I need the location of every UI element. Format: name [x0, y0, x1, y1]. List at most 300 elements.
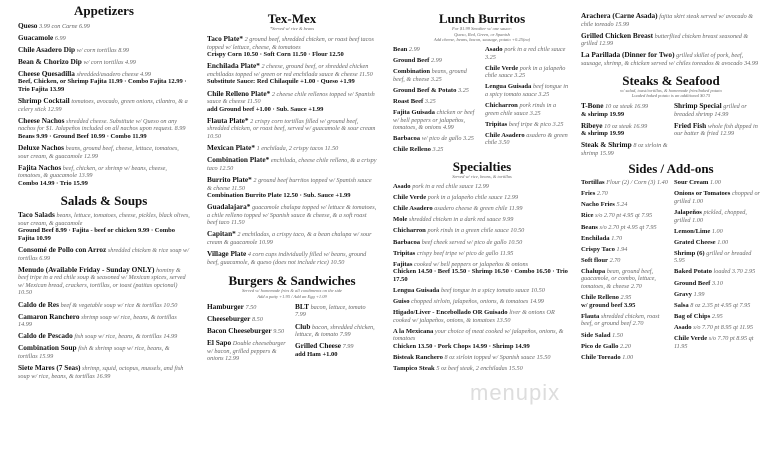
menu-item-price: 2.70 [596, 190, 608, 198]
menu-item-name: Bean [393, 46, 408, 53]
menu-item-price: 11.99 [508, 205, 523, 213]
menu-item [674, 122, 761, 138]
menu-item-name: Roast Beef [393, 97, 424, 105]
menu-item-name: Gravy [674, 290, 692, 298]
menu-item-price: 1.40 [656, 179, 668, 187]
menu-item [18, 34, 190, 43]
menu-item [581, 332, 668, 340]
menu-item-name: Combination Soup [18, 343, 77, 353]
menu-item-name: Shrimp (6) [674, 249, 705, 257]
menu-item-options: Beans 9.99 · Ground Beef 10.99 · Combo 11.99 [18, 133, 147, 141]
menu-item-options: Combo 14.99 · Trio 15.99 [18, 180, 88, 187]
menu-item [207, 117, 377, 141]
menu-item-name: Grilled Chicken Breast [581, 30, 654, 40]
menu-item-price: 15.99 [599, 150, 614, 158]
menu-item-desc: w/ pico de gallo [421, 135, 462, 143]
menu-item [485, 65, 571, 80]
menu-item-options: Ground Beef 8.99 · Fajita - beef or chicken 9.99 · Combo Fajita 10.99 [18, 227, 176, 242]
menu-item-desc: 2 enchiladas, a crispy taco, & a bean chalupa w/ sour cream & guacamole [207, 231, 372, 247]
menu-item [581, 294, 668, 309]
menu-item-price: 9.50 [273, 328, 285, 336]
menu-item-options: & shrimp 19.99 [581, 110, 625, 118]
menu-item-desc: shredded cheese. Substitute w/ Queso on any nachos for $1. Jalapeños included on all nachos upon request. [18, 117, 177, 133]
lunch-burritos-left-list [393, 43, 479, 155]
menu-item-name: Asado [674, 323, 692, 331]
menu-item-options: w/ ground beef 3.95 [581, 301, 636, 309]
menu-item-price: 1.00 [622, 353, 634, 361]
column-2 [207, 0, 377, 471]
menu-item-desc: 2 ground beef, shredded chicken, or roast beef tacos topped w/ lettuce, cheese, & tomatoes [207, 36, 374, 51]
menu-item-name: Bean & Chorizo Dip [18, 56, 82, 66]
menu-item-name: Chalupa [581, 267, 606, 275]
menu-item-name: Pico de Gallo [581, 342, 619, 350]
menu-item-name: Bisteak Ranchero [393, 354, 443, 362]
menu-item [581, 235, 668, 243]
menu-item [393, 309, 571, 324]
menu-item [581, 343, 668, 351]
menu-item-desc: shredded chicken in a dark red sauce [408, 216, 501, 224]
menu-item-name: Barbacoa [393, 135, 421, 143]
menu-item-desc: pork rinds in a green chile sauce [485, 102, 557, 117]
menu-item-desc: beef & vegetable soup w/ rice & tortillas [60, 301, 162, 309]
menu-item [393, 183, 571, 191]
menu-item [674, 239, 761, 247]
menu-item-desc: beef tongue in a spicy tomato sauce [440, 286, 530, 294]
menu-item-price: 2.95 [620, 294, 632, 302]
menu-item [581, 102, 668, 118]
menu-item-desc: s/o 2.70 pt 4.95 qt 7.95 [599, 223, 657, 231]
menu-item [207, 203, 377, 227]
menu-item [393, 298, 571, 306]
menu-item-price: 14.99 [18, 321, 32, 329]
menu-item-desc: fajita skirt steak served w/ avocado & chile toreado [581, 13, 754, 28]
menu-item-desc: beef cheek served w/ pico de gallo [421, 238, 507, 246]
menu-item-price: 3.25 [552, 120, 564, 128]
house-specials-list [581, 12, 761, 68]
menu-item-price: 10.50 [508, 238, 523, 246]
menu-item-name: Onions or Tomatoes [674, 190, 731, 198]
menu-item-price: 8.99 [118, 46, 130, 54]
menu-item [393, 87, 479, 95]
menu-item [393, 46, 479, 54]
menu-item [581, 246, 668, 254]
menu-item-name: Chile Asadero [393, 205, 433, 213]
texmex-subtitle: *Served w/ rice & beans [269, 26, 315, 31]
menu-item-desc: 8 oz sirloin & shrimp [581, 142, 668, 158]
menu-item-desc: cooked w/ bell peppers or jalapeños & onions [414, 260, 528, 268]
menu-item-desc: w/ corn tortillas [76, 46, 117, 54]
menu-item-name: Beans [581, 223, 598, 231]
menu-item [207, 176, 377, 200]
menu-item [393, 98, 479, 106]
menu-item-desc: pork in a jalapeño chile sauce [485, 64, 566, 80]
menu-item-name: Menudo (Available Friday - Sunday ONLY) [18, 264, 155, 274]
menu-item [18, 164, 190, 188]
menu-item-name: Steak & Shrimp [581, 140, 632, 150]
menu-item-price: 13.99 [78, 172, 93, 180]
menu-item [18, 97, 190, 113]
menu-item [207, 230, 377, 246]
menu-item [18, 70, 190, 94]
menu-item-name: Higado/Liver - Encebollado OR Guisado [393, 309, 508, 317]
menu-item [393, 216, 571, 224]
menu-item [674, 313, 761, 321]
menu-item [485, 102, 571, 117]
menu-item-desc: tomatoes, avocado, green onions, cilantro, & a celery stick [18, 98, 188, 113]
menu-item-name: Fries [581, 190, 596, 198]
menu-item-desc: shrimp, squid, octopus, mussels, and fish soup w/ rice, beans, & tortillas [18, 365, 184, 380]
menu-item-price: 4.99 [442, 124, 454, 132]
menu-item-price: 3.25 [458, 86, 469, 94]
menu-item-desc: 4 corn cups individually filled w/ beans, ground beef, guacamole, & queso (does not include rice) [207, 251, 367, 266]
menu-item-desc: asadero cheese & green chile [434, 205, 508, 213]
menu-item-desc: w/ corn tortillas [83, 58, 124, 66]
menu-item-price: 1.00 [692, 216, 703, 224]
burgers-subtitle-2: Add a patty +1.95 / Add an Egg +1.09 [257, 293, 327, 299]
menu-item-desc: 2 cheese, ground beef, or shredded chicken enchiladas topped w/ green or red enchilada sauce & cheese [207, 63, 369, 78]
menu-item [207, 315, 289, 324]
menu-item-name: Soft flour [581, 256, 608, 264]
menu-item-price: 8.99 [174, 125, 186, 133]
menu-item-desc: 8 oz 2.35 pt 4.95 qt 7.95 [690, 301, 751, 309]
menu-item-price: 12.99 [720, 130, 735, 138]
menu-item-price: 2.70 [609, 256, 621, 264]
menu-item-name: Lemon/Lime [674, 227, 711, 235]
menu-item-price: 7.50 [245, 303, 257, 311]
menu-item-name: Baked Potato [674, 268, 712, 276]
salads-soups-list [18, 211, 190, 380]
menu-item-name: Fajita Nachos [18, 162, 62, 172]
menu-item [18, 22, 190, 31]
menu-item-price: 2.99 [408, 46, 420, 53]
menu-item-name: Ground Beef & Potato [393, 86, 457, 94]
menu-item-price: 10.50 [510, 227, 525, 235]
menu-item [581, 313, 668, 328]
menu-item-price: 5.95 [674, 257, 685, 265]
menu-item-desc: shredded/asadero cheese [76, 70, 139, 78]
steaks-left-list [581, 99, 668, 158]
column-1 [18, 0, 190, 471]
menu-item-price: 6.99 [39, 254, 51, 262]
menu-item-name: Cheese Quesadilla [18, 68, 75, 78]
menu-item-price: 12.99 [474, 183, 489, 191]
menu-item-name: Hamburger [207, 301, 244, 311]
menu-item-desc: hominy & beef tripe in a red chile soup & seasoned w/ Mexican spices, served w/ Mexican bread, crackers, tortillas, or toast (patitas opcional) [18, 266, 186, 289]
menu-item-price: 11.50 [324, 145, 339, 153]
menu-item-price: 3.25 [432, 146, 444, 154]
menu-item-desc: pork in a red chile sauce [504, 46, 566, 53]
menu-item [393, 205, 571, 213]
menu-item [393, 135, 479, 143]
menu-item [18, 344, 190, 360]
appetizers-title: Appetizers [74, 3, 134, 18]
menu-item-desc: asadero & green chile [485, 131, 568, 147]
menu-item-desc: grilled or breaded shrimp [674, 103, 747, 118]
menu-item-desc: your choice of meat cooked w/ jalapeños, onions, & tomatoes [393, 327, 564, 343]
menu-item-name: Barbacoa [393, 238, 421, 246]
menu-item-name: Nacho Fries [581, 201, 615, 209]
menu-item-price: 10.50 [530, 286, 545, 294]
menu-item-name: Tampico Steak [393, 365, 435, 373]
menu-item [581, 179, 668, 187]
menu-item-desc: pork in a jalapeño chile sauce [427, 194, 503, 202]
menu-item [393, 287, 571, 295]
menu-item-name: Fajitas [393, 260, 413, 268]
menu-item-name: Cheese Nachos [18, 115, 65, 125]
menu-item-name: Mole [393, 216, 408, 224]
menu-item-price: 2.70 [632, 320, 644, 328]
menu-item [393, 227, 571, 235]
steaks-title: Steaks & Seafood [622, 72, 720, 88]
menu-item-name: Taco Salads [18, 210, 55, 220]
menu-item-price: 34.99 [744, 59, 759, 67]
watermark: menupix [470, 380, 561, 405]
menu-item [295, 323, 377, 339]
menu-item-name: Sour Cream [674, 179, 709, 187]
menu-item-name: Grated Cheese [674, 238, 716, 246]
menu-item-price: 3.99 con Carne 6.99 [39, 22, 90, 30]
menu-item [485, 46, 571, 61]
menu-item-name: Chicharron [485, 102, 518, 110]
menu-item-options: add Ground beef +1.00 · Sub. Sauce +1.99 [207, 105, 324, 113]
menu-item-name: Enchilada Plate* [207, 61, 260, 71]
menu-item-price: 5.24 [616, 201, 628, 209]
menu-item-name: Shrimp Special [674, 101, 722, 111]
menu-item-price: 11.50 [231, 219, 245, 227]
menu-item-desc: fish & shrimp soup w/ rice, beans, & tortillas [18, 345, 170, 360]
menu-item-desc: pork in a red chile sauce [412, 183, 474, 191]
menu-item-options: Crispy Corn 10.50 · Soft Corn 11.50 · Flour 12.50 [207, 51, 344, 59]
menu-item-name: Chile Verde [485, 64, 519, 72]
menu-item-name: Fried Fish [674, 120, 707, 130]
menu-item-name: Shrimp Cocktail [18, 96, 70, 106]
menu-item [393, 68, 479, 83]
menu-item [581, 122, 668, 138]
menu-item-name: Chile Asadero [485, 131, 525, 139]
menu-item [18, 246, 190, 262]
menu-item-desc: pickled, chopped, grilled [674, 208, 747, 224]
menu-item-price: 4.99 [140, 70, 151, 78]
menu-item-name: Guiso [393, 298, 410, 306]
menu-item-desc: 10 oz steak [605, 103, 633, 111]
menu-item-name: Chile Toreado [581, 353, 621, 361]
burgers-title: Burgers & Sandwiches [228, 273, 356, 289]
menu-item [581, 212, 668, 220]
menu-item-price: 3.25 [485, 53, 496, 61]
menu-item-name: Taco Plate* [207, 34, 244, 43]
menu-item-desc: 8 oz sirloin topped w/ Spanish sauce [444, 354, 535, 362]
sides-title: Sides / Add-ons [628, 160, 714, 176]
menu-item-name: Chile Verde [393, 194, 427, 202]
menu-item-price: 15.99 [39, 353, 54, 360]
menu-item [393, 250, 571, 258]
salads-soups-title: Salads & Soups [60, 192, 148, 208]
menu-item-desc: 5 oz beef steak, 2 enchiladas [436, 365, 508, 373]
column-4 [581, 0, 761, 471]
menu-item-name: Salsa [674, 301, 689, 309]
steaks-subtitle-1: w/ salad, toast/tortillas, & homemade fries/baked potato [620, 87, 722, 93]
menu-item-name: Caldo de Res [18, 299, 59, 309]
menu-item [295, 342, 377, 358]
menu-item-name: Chicharron [393, 227, 426, 235]
menu-item-options: add Ham +1.00 [295, 350, 338, 358]
menu-item-price: 2.95 [744, 268, 756, 276]
menu-item-price: 1.00 [711, 227, 723, 235]
texmex-list [207, 35, 377, 266]
menu-item [207, 303, 289, 312]
menu-item-price: 4.99 [125, 58, 136, 66]
menu-item-name: Ground Beef [393, 57, 430, 65]
menu-item-price: 12.99 [599, 40, 614, 48]
menu-item [581, 257, 668, 265]
menu-item-name: Tripitas [485, 120, 508, 128]
menu-item-price: 15.99 [615, 20, 630, 28]
menu-item-name: Guadalajara* [207, 202, 251, 212]
menu-item-price: 12.99 [225, 355, 240, 363]
menu-item-price: 11.50 [231, 184, 245, 192]
menu-item [18, 332, 190, 341]
menu-item-desc: Double cheeseburger w/ bacon, grilled peppers & onions [207, 340, 286, 363]
menu-item [393, 365, 571, 373]
menu-item-price: 10.50 [207, 133, 221, 141]
lunch-burritos-title: Lunch Burritos [438, 11, 526, 26]
menu-item-name: Enchilada [581, 234, 610, 242]
menu-item-price: 3.25 [463, 135, 474, 143]
menu-item [393, 194, 571, 202]
menu-item-desc: pork rinds in a green chile sauce [427, 227, 509, 235]
menu-item-name: Camaron Ranchero [18, 311, 80, 321]
steaks-right-list [674, 99, 761, 158]
menu-item-name: Asado [393, 183, 411, 191]
menu-item-name: Mexican Plate* [207, 143, 256, 153]
menu-item-options: Chicken 13.50 · Pork Chops 14.99 · Shrimp 14.99 [393, 343, 530, 351]
menu-item-price: 10.50 [163, 301, 178, 309]
menu-item-price: 7.99 [342, 343, 354, 351]
menu-item-desc: chicken or beef w/ bell peppers or jalapeños, tomatoes, & onions [393, 109, 475, 132]
menu-item-desc: loaded 3.70 [713, 268, 743, 276]
menu-item [207, 62, 377, 86]
menu-item-desc: 2 crispy corn tortillas filled w/ ground beef, shredded chicken, or roast beef, served w/ guacamole & sour cream [207, 117, 376, 133]
menu-item-price: 3.25 [538, 90, 550, 98]
menu-item-name: Arachera (Carne Asada) [581, 11, 658, 20]
menu-item-name: T-Bone [581, 101, 604, 111]
menu-item [674, 209, 761, 224]
menu-item-price: 1.94 [616, 245, 628, 253]
menu-item-name: Deluxe Nachos [18, 143, 65, 153]
menu-item [674, 291, 761, 299]
menu-item-name: Lengua Guisada [393, 286, 440, 294]
menu-item-price: 16.99 [96, 372, 111, 380]
burgers-subtitle-1: Served w/ homemade fries & all condiments on the side [241, 288, 343, 294]
menu-item-name: Consomé de Pollo con Arroz [18, 244, 107, 254]
menu-item-desc: shredded chicken & rice soup w/ tortillas [18, 246, 189, 262]
menu-item-price: 14.99 [714, 110, 729, 118]
menu-item-name: Flauta [581, 312, 600, 320]
menu-item-price: 12.99 [84, 152, 98, 160]
menu-item [674, 324, 761, 332]
menu-item-price: 12.50 [219, 164, 234, 172]
menu-item-name: Grilled Cheese [295, 341, 342, 351]
menu-item [393, 146, 479, 154]
menu-item-options: Beef, Chicken, or Shrimp Fajita 11.99 · Combo Fajita 12.99 · Trio Fajita 13.99 [18, 78, 187, 94]
menu-item [207, 327, 289, 336]
menu-item [674, 179, 761, 187]
lunch-burritos-subtitle-3: Add cheese, beans, bacon, sausage, potato +0.25(ea) [433, 37, 531, 42]
menu-item [674, 335, 761, 350]
menu-item-name: Ribeye [581, 120, 603, 130]
menu-item [393, 261, 571, 284]
menu-item-desc: s/o 2.70 pt 4.95 qt 7.95 [595, 212, 653, 220]
menu-item-name: Rice [581, 212, 594, 220]
menu-item-desc: liver & onions OR cooked w/ jalapeños, onions, & tomatoes [393, 309, 555, 324]
menu-item-price: 8.50 [252, 315, 263, 323]
menu-item-price: 3.25 [424, 97, 436, 105]
menu-item-desc: beef tongue in a spicy tomato sauce [485, 83, 569, 98]
menu-item-price: 12.99 [47, 105, 62, 113]
menu-item-desc: 2 cheese chile rellenos topped w/ Spanish sauce & cheese [207, 90, 375, 106]
menu-item-name: El Sapo [207, 338, 232, 348]
menu-item-name: Combination [393, 68, 431, 76]
menu-item-name: Fajita Guisada [393, 109, 435, 117]
menu-item-price: 16.99 [633, 122, 648, 130]
lunch-burritos-subtitle-2: Queso, Red, Green, or Spanish [454, 31, 510, 37]
menu-item-name: Chile Verde [674, 335, 708, 343]
menu-item-price: 10.99 [258, 239, 273, 247]
steaks-subtitle-2: Loaded baked potato is an additional $0.75 [631, 93, 711, 99]
menu-item [581, 141, 668, 157]
lunch-burritos-subtitle-1: For $1.99 Smother w/ one sauce: [452, 26, 512, 31]
menu-item-desc: chopped or grilled [674, 190, 760, 205]
menu-item-name: Queso [18, 20, 38, 30]
menu-item [18, 117, 190, 141]
menu-item-price: 1.00 [710, 179, 721, 187]
menu-item-desc: bacon, shredded chicken, lettuce, & tomato [295, 323, 375, 339]
menu-item-desc: s/o 7.70 pt 8.95 qt 11.95 [693, 323, 753, 331]
menu-item [18, 46, 190, 55]
menu-item-name: Capitan* [207, 229, 236, 239]
menu-item-name: Ground Beef [674, 279, 711, 287]
menu-item [393, 109, 479, 132]
menu-item [674, 102, 761, 118]
menu-item-name: BLT [295, 301, 309, 311]
menu-item-name: Tortillas [581, 179, 605, 187]
menu-item-price: 14.99 [163, 333, 178, 341]
menu-item [581, 12, 761, 28]
menu-item-name: Flauta Plate* [207, 115, 249, 125]
menu-item [674, 280, 761, 288]
menu-item-desc: bacon, lettuce, tomato [310, 303, 366, 311]
menu-item-price: 15.50 [536, 354, 551, 362]
menu-item-price: 2.99 [430, 57, 442, 65]
sides-left-list [581, 176, 668, 362]
menu-item [674, 268, 761, 276]
menu-item-desc: guacamole chalupa topped w/ lettuce & tomatoes, a chile relleno topped w/ Spanish sauce & cheese, & a soft roast beef taco [207, 204, 377, 227]
menu-item-price: 2.95 [711, 312, 723, 320]
menu-item-options: Substitute Sauce: Red Chilaquile +1.00 · Queso +1.99 [207, 78, 355, 86]
menu-item-price: 6.99 [54, 34, 66, 42]
menu-item-desc: crispy beef tripe w/ pico de gallo [416, 249, 499, 257]
menu-item-name: Chile Relleno Plate* [207, 88, 271, 98]
menu-item-price: 3.25 [430, 75, 442, 83]
menu-item-price: 7.99 [295, 311, 306, 319]
menu-item [207, 156, 377, 172]
menu-item-name: Siete Mares (7 Seas) [18, 363, 81, 373]
menu-item-name: A la Mexicana [393, 327, 434, 335]
menu-item-desc: beans, lettuce, tomatoes, cheese, pickles, black olives, sour cream, & guacamole [18, 212, 190, 227]
appetizers-list [18, 22, 190, 188]
menu-item-desc: grilled skillet of pork, beef, sausage, shrimp, & chicken served w/ chiles toreados & avocado [581, 52, 744, 67]
menu-item-price: 16.99 [634, 103, 649, 111]
